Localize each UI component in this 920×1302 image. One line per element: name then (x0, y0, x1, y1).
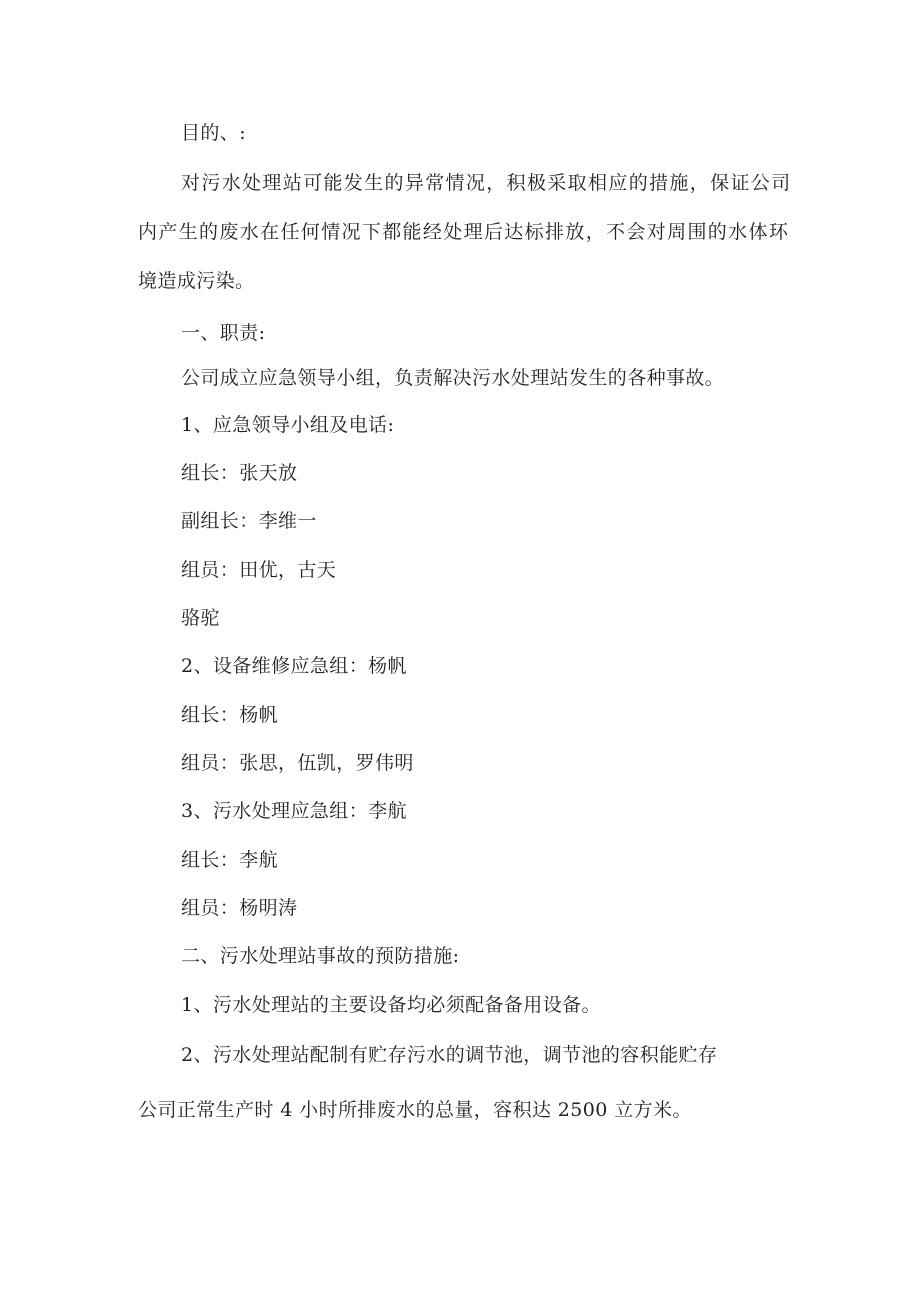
purpose-text-line-2: 内产生的废水在任何情况下都能经处理后达标排放，不会对周围的水体环 (138, 221, 790, 243)
purpose-text-line-3: 境造成污染。 (138, 270, 255, 292)
section1-intro: 公司成立应急领导小组，负责解决污水处理站发生的各种事故。 (181, 367, 725, 389)
group1-deputy: 副组长：李维一 (181, 510, 317, 532)
group1-title: 1、应急领导小组及电话: (181, 414, 395, 436)
group2-members: 组员：张思，伍凯，罗伟明 (181, 752, 414, 774)
measure-2-line-1: 2、污水处理站配制有贮存污水的调节池，调节池的容积能贮存 (181, 1044, 718, 1066)
group3-leader: 组长：李航 (181, 849, 279, 871)
group3-title: 3、污水处理应急组：李航 (181, 800, 407, 822)
group2-title: 2、设备维修应急组：杨帆 (181, 655, 407, 677)
group1-leader: 组长：张天放 (181, 462, 298, 484)
measure-1: 1、污水处理站的主要设备均必须配备备用设备。 (181, 994, 601, 1016)
group1-members: 组员：田优，古天 (181, 559, 337, 581)
group3-members: 组员：杨明涛 (181, 897, 298, 919)
group2-leader: 组长：杨帆 (181, 704, 279, 726)
section1-heading: 一、职责: (181, 322, 266, 344)
group1-members-cont: 骆驼 (181, 607, 220, 629)
section2-heading: 二、污水处理站事故的预防措施: (181, 945, 460, 967)
purpose-text-line-1: 对污水处理站可能发生的异常情况，积极采取相应的措施，保证公司 (181, 172, 792, 194)
measure-2-line-2: 公司正常生产时 4 小时所排废水的总量，容积达 2500 立方米。 (138, 1099, 692, 1121)
purpose-heading: 目的、: (181, 122, 247, 144)
